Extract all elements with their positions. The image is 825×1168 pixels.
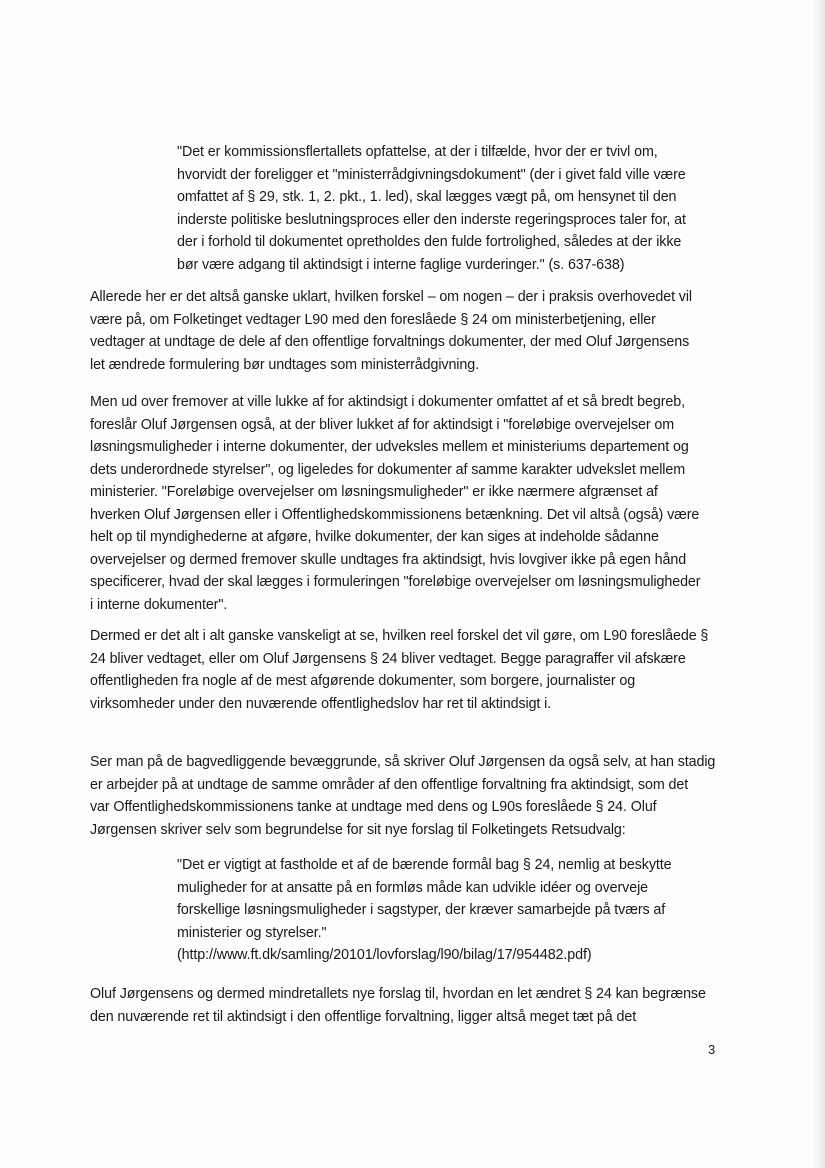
scan-edge-shadow	[811, 0, 825, 1168]
paragraph-real-difference: Dermed er det alt i alt ganske vanskeligt at se, hvilken reel forskel det vil gøre, om L90 foreslåede § 24 bliver vedtaget, eller om Oluf Jørgensens § 24 bliver vedtaget. Begge paragraffer vil afskære offentligheden fra nogle af de mest afgørende dokumenter, som borgere, journalister og virksomheder under den nuværende offentlighedslov har ret til aktindsigt i.	[90, 628, 709, 712]
paragraph-underlying-motives: Ser man på de bagvedliggende bevæggrunde, så skriver Oluf Jørgensen da også selv, at han stadig er arbejder på at undtage de samme områder af den offentlige forvaltning fra aktindsigt, som det var Offentlighedskommissionens tanke at undtage med dens og L90s foreslåede § 24. Oluf Jørgensen skriver selv som begrundelse for sit nye forslag til Folketingets Retsudvalg:	[90, 754, 716, 838]
paragraph-minority-proposal: Oluf Jørgensens og dermed mindretallets nye forslag til, hvordan en let ændret § 24 kan begrænse den nuværende ret til aktindsigt i den offentlige forvaltning, ligger altså meget tæt på det	[90, 986, 706, 1025]
block-quote-commission: "Det er kommissionsflertallets opfattelse, at der i tilfælde, hvor der er tvivl om, hvorvidt der foreligger et "ministerrådgivningsdokument" (der i givet fald ville være omfattet af § 29, stk. 1, 2. pkt., 1. led), skal lægges vægt på, om hensynet til den inderste politiske beslutningsproces eller den inderste regeringsproces taler for, at der i forhold til dokumentet opretholdes den fulde fortrolighed, således at der ikke bør være adgang til aktindsigt i interne faglige vurderinger." (s. 637-638)	[177, 144, 686, 273]
block-quote-purpose: "Det er vigtigt at fastholde et af de bærende formål bag § 24, nemlig at beskytte muligheder for at ansatte på en formløs måde kan udvikle idéer og overveje forskellige løsningsmuligheder i sagstyper, der kræver samarbejde på tværs af ministerier og styrelser." (http://www.ft.dk/samling/20101/lovforslag/l90/bilag/17/954482.pdf)	[177, 857, 672, 963]
page-number: 3	[708, 1042, 716, 1057]
paragraph-unclear-difference: Allerede her er det altså ganske uklart, hvilken forskel – om nogen – der i praksis overhovedet vil være på, om Folketinget vedtager L90 med den foreslåede § 24 om ministerbetjening, eller vedtager at undtage de dele af den offentlige forvaltnings dokumenter, der med Oluf Jørgensens let ændrede formulering bør undtages som ministerrådgivning.	[90, 289, 693, 373]
paragraph-preliminary-considerations: Men ud over fremover at ville lukke af for aktindsigt i dokumenter omfattet af et så bredt begreb, foreslår Oluf Jørgensen også, at der bliver lukket af for aktindsigt i "foreløbige overvejelser om løsningsmuligheder i interne dokumenter, der udveksles mellem et ministeriums departement og dets underordnede styrelser", og ligeledes for dokumenter af samme karakter udvekslet mellem ministerier. "Foreløbige overvejelser om løsningsmuligheder" er ikke nærmere afgrænset af hverken Oluf Jørgensen eller i Offentlighedskommissionens betænkning. Det vil altså (også) være helt op til myndighederne at afgøre, hvilke dokumenter, der kan siges at indeholde sådanne overvejelser og dermed fremover skulle undtages fra aktindsigt, hvis lovgiver ikke på egen hånd specificerer, hvad der skal lægges i formuleringen "foreløbige overvejelser om løsningsmuligheder i interne dokumenter".	[90, 394, 701, 613]
